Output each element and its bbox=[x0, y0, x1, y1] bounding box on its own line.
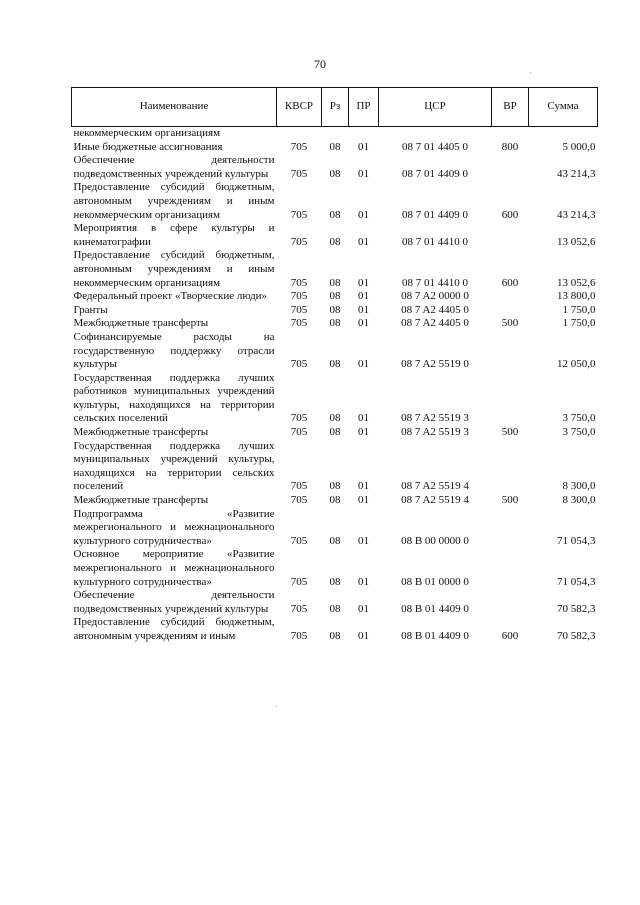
cell-pr: 01 bbox=[358, 358, 369, 371]
page-number: 70 bbox=[314, 57, 326, 71]
cell-csr: 08 B 01 4409 0 bbox=[401, 629, 469, 642]
cell-name: Государственная поддержка лучших работников муниципальных учреждений культуры, находящихся на территории сельских поселений bbox=[73, 371, 275, 425]
cell-rz: 08 bbox=[329, 575, 341, 588]
cell-rz bbox=[322, 127, 349, 141]
cell-sum: 12 050,0 bbox=[557, 358, 596, 371]
cell-csr: 08 7 01 4405 0 bbox=[402, 140, 468, 153]
cell-name: Межбюджетные трансферты bbox=[73, 494, 209, 507]
cell-name: Мероприятия в сфере культуры и кинематографии bbox=[73, 222, 275, 248]
cell-vr bbox=[492, 440, 529, 494]
cell-kvsr: 705 bbox=[290, 480, 308, 493]
cell-sum: 13 052,6 bbox=[557, 235, 596, 248]
cell-name: некоммерческим организациям bbox=[73, 127, 221, 139]
cell-rz: 08 bbox=[329, 276, 341, 289]
cell-rz: 08 bbox=[329, 412, 341, 425]
cell-vr: 600 bbox=[501, 629, 519, 642]
cell-sum: 70 582,3 bbox=[557, 629, 596, 642]
cell-sum: 1 750,0 bbox=[562, 303, 596, 316]
cell-name: Межбюджетные трансферты bbox=[73, 317, 209, 330]
table-row bbox=[72, 141, 598, 155]
cell-rz: 08 bbox=[329, 602, 341, 615]
cell-vr bbox=[492, 222, 529, 249]
cell-kvsr: 705 bbox=[290, 303, 308, 316]
table-row bbox=[72, 304, 598, 318]
cell-sum: 71 054,3 bbox=[557, 534, 596, 547]
cell-sum: 3 750,0 bbox=[562, 426, 596, 439]
cell-name: Федеральный проект «Творческие люди» bbox=[73, 290, 268, 303]
cell-sum: 1 750,0 bbox=[562, 317, 596, 330]
column-header-sum: Сумма bbox=[529, 88, 598, 127]
scan-speck bbox=[300, 600, 301, 601]
cell-pr: 01 bbox=[358, 480, 369, 493]
cell-rz: 08 bbox=[329, 140, 341, 153]
cell-pr: 01 bbox=[358, 317, 369, 330]
cell-name: Обеспечение деятельности подведомственных учреждений культуры bbox=[73, 154, 275, 180]
cell-name: Предоставление субсидий бюджетным, автономным учреждениям и иным некоммерческим организациям bbox=[73, 249, 275, 289]
cell-vr bbox=[492, 127, 529, 141]
scan-speck bbox=[276, 706, 277, 707]
cell-pr: 01 bbox=[358, 235, 369, 248]
cell-csr: 08 7 A2 5519 3 bbox=[401, 412, 469, 425]
cell-kvsr: 705 bbox=[290, 494, 308, 507]
cell-kvsr: 705 bbox=[290, 140, 308, 153]
cell-pr: 01 bbox=[358, 290, 369, 303]
cell-vr: 500 bbox=[501, 494, 519, 507]
column-header-name: Наименование bbox=[72, 88, 277, 127]
cell-vr: 600 bbox=[501, 276, 519, 289]
cell-sum: 13 800,0 bbox=[557, 290, 596, 303]
cell-vr bbox=[492, 331, 529, 372]
cell-csr: 08 7 A2 5519 3 bbox=[401, 426, 469, 439]
table-row bbox=[72, 290, 598, 304]
cell-name: Предоставление субсидий бюджетным, автономным учреждениям и иным некоммерческим организациям bbox=[73, 181, 275, 221]
cell-name: Обеспечение деятельности подведомственных учреждений культуры bbox=[73, 589, 275, 615]
cell-kvsr: 705 bbox=[290, 575, 308, 588]
cell-csr: 08 7 A2 0000 0 bbox=[401, 290, 469, 303]
cell-rz: 08 bbox=[329, 317, 341, 330]
cell-vr bbox=[492, 304, 529, 318]
cell-kvsr: 705 bbox=[290, 358, 308, 371]
cell-pr: 01 bbox=[358, 167, 369, 180]
cell-kvsr: 705 bbox=[290, 534, 308, 547]
cell-vr: 800 bbox=[501, 140, 519, 153]
cell-rz: 08 bbox=[329, 235, 341, 248]
cell-sum bbox=[529, 127, 598, 141]
budget-table bbox=[71, 87, 598, 644]
cell-name: Подпрограмма «Развитие межрегионального и межнационального культурного сотрудничества» bbox=[73, 507, 275, 547]
cell-rz: 08 bbox=[329, 629, 341, 642]
cell-csr bbox=[379, 127, 492, 141]
cell-rz: 08 bbox=[329, 426, 341, 439]
cell-csr: 08 7 A2 5519 4 bbox=[401, 494, 469, 507]
cell-pr: 01 bbox=[358, 494, 369, 507]
cell-pr: 01 bbox=[358, 534, 369, 547]
cell-rz: 08 bbox=[329, 358, 341, 371]
cell-name: Иные бюджетные ассигнования bbox=[73, 140, 223, 153]
cell-sum: 43 214,3 bbox=[557, 208, 596, 221]
table-row bbox=[72, 127, 598, 141]
cell-kvsr: 705 bbox=[290, 317, 308, 330]
cell-pr: 01 bbox=[358, 602, 369, 615]
cell-pr: 01 bbox=[358, 575, 369, 588]
cell-pr: 01 bbox=[358, 140, 369, 153]
cell-csr: 08 7 01 4409 0 bbox=[402, 208, 468, 221]
table-row bbox=[72, 440, 598, 494]
cell-csr: 08 7 A2 4405 0 bbox=[401, 303, 469, 316]
cell-pr: 01 bbox=[358, 412, 369, 425]
cell-csr: 08 7 01 4410 0 bbox=[402, 235, 468, 248]
cell-pr: 01 bbox=[358, 426, 369, 439]
cell-pr: 01 bbox=[358, 208, 369, 221]
cell-vr bbox=[492, 372, 529, 426]
table-row bbox=[72, 426, 598, 440]
cell-rz: 08 bbox=[329, 303, 341, 316]
cell-pr: 01 bbox=[358, 629, 369, 642]
cell-name: Государственная поддержка лучших муниципальных учреждений культуры, находящихся на территории сельских поселений bbox=[73, 439, 275, 493]
cell-vr: 500 bbox=[501, 426, 519, 439]
table-body bbox=[72, 127, 598, 644]
cell-name: Гранты bbox=[73, 303, 108, 316]
cell-name: Софинансируемые расходы на государственную поддержку отрасли культуры bbox=[73, 330, 275, 371]
table-row bbox=[72, 317, 598, 331]
cell-sum: 3 750,0 bbox=[562, 412, 596, 425]
cell-csr: 08 7 01 4410 0 bbox=[402, 276, 468, 289]
cell-vr bbox=[492, 508, 529, 549]
table-row bbox=[72, 616, 598, 643]
cell-kvsr: 705 bbox=[290, 629, 308, 642]
cell-kvsr bbox=[277, 127, 322, 141]
cell-kvsr: 705 bbox=[290, 276, 308, 289]
column-header-kvsr: КВСР bbox=[277, 88, 322, 127]
cell-vr bbox=[492, 154, 529, 181]
cell-vr bbox=[492, 548, 529, 589]
cell-rz: 08 bbox=[329, 534, 341, 547]
table-row bbox=[72, 548, 598, 589]
cell-vr: 600 bbox=[501, 208, 519, 221]
cell-sum: 70 582,3 bbox=[557, 602, 596, 615]
column-header-pr: ПР bbox=[349, 88, 379, 127]
cell-name: Основное мероприятие «Развитие межрегионального и межнационального культурного сотрудничества» bbox=[73, 548, 275, 588]
cell-name: Предоставление субсидий бюджетным, автономным учреждениям и иным bbox=[73, 616, 275, 642]
cell-vr: 500 bbox=[501, 317, 519, 330]
cell-kvsr: 705 bbox=[290, 208, 308, 221]
cell-sum: 13 052,6 bbox=[557, 276, 596, 289]
table-row bbox=[72, 589, 598, 616]
table-row bbox=[72, 249, 598, 290]
column-header-vr: ВР bbox=[492, 88, 529, 127]
cell-vr bbox=[492, 290, 529, 304]
cell-sum: 5 000,0 bbox=[562, 140, 596, 153]
cell-rz: 08 bbox=[329, 480, 341, 493]
column-header-rz: Рз bbox=[322, 88, 349, 127]
cell-kvsr: 705 bbox=[290, 412, 308, 425]
cell-sum: 43 214,3 bbox=[557, 167, 596, 180]
cell-rz: 08 bbox=[329, 208, 341, 221]
cell-pr bbox=[349, 127, 379, 141]
table-row bbox=[72, 494, 598, 508]
cell-kvsr: 705 bbox=[290, 602, 308, 615]
cell-csr: 08 7 01 4409 0 bbox=[402, 167, 468, 180]
cell-sum: 8 300,0 bbox=[562, 480, 596, 493]
cell-pr: 01 bbox=[358, 276, 369, 289]
cell-sum: 71 054,3 bbox=[557, 575, 596, 588]
cell-csr: 08 B 01 0000 0 bbox=[401, 575, 469, 588]
table-row bbox=[72, 331, 598, 372]
cell-vr bbox=[492, 589, 529, 616]
cell-kvsr: 705 bbox=[290, 290, 308, 303]
cell-csr: 08 7 A2 5519 0 bbox=[401, 358, 469, 371]
table-row bbox=[72, 372, 598, 426]
cell-kvsr: 705 bbox=[290, 426, 308, 439]
table-row bbox=[72, 154, 598, 181]
cell-rz: 08 bbox=[329, 494, 341, 507]
cell-rz: 08 bbox=[329, 290, 341, 303]
table-header bbox=[72, 88, 598, 127]
column-header-csr: ЦСР bbox=[379, 88, 492, 127]
table-row bbox=[72, 508, 598, 549]
table-row bbox=[72, 181, 598, 222]
cell-kvsr: 705 bbox=[290, 167, 308, 180]
table-row bbox=[72, 222, 598, 249]
cell-csr: 08 7 A2 4405 0 bbox=[401, 317, 469, 330]
cell-csr: 08 7 A2 5519 4 bbox=[401, 480, 469, 493]
cell-csr: 08 B 01 4409 0 bbox=[401, 602, 469, 615]
cell-rz: 08 bbox=[329, 167, 341, 180]
cell-csr: 08 B 00 0000 0 bbox=[401, 534, 469, 547]
cell-kvsr: 705 bbox=[290, 235, 308, 248]
scan-speck bbox=[530, 72, 531, 73]
cell-sum: 8 300,0 bbox=[562, 494, 596, 507]
cell-name: Межбюджетные трансферты bbox=[73, 426, 209, 439]
cell-pr: 01 bbox=[358, 303, 369, 316]
